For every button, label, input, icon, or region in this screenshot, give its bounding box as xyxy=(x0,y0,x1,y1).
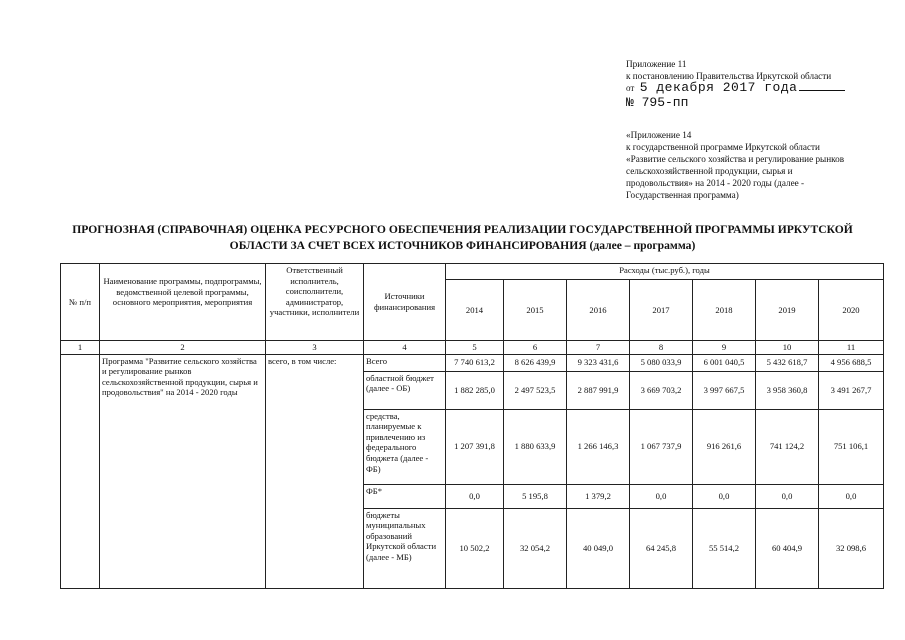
column-number: 2 xyxy=(100,341,266,355)
col-expenses-header: Расходы (тыс.руб.), годы xyxy=(446,264,884,280)
appendix-14-block xyxy=(626,129,866,201)
decree-date-line xyxy=(626,80,845,95)
col-no-header: № п/п xyxy=(61,264,100,341)
value-cell: 0,0 xyxy=(693,484,756,508)
title-line-2: ОБЛАСТИ ЗА СЧЕТ ВСЕХ ИСТОЧНИКОВ ФИНАНСИРОВАНИЯ (далее – программа) xyxy=(229,239,696,252)
source-cell: ФБ* xyxy=(364,484,446,508)
value-cell: 5 432 618,7 xyxy=(756,354,819,371)
date-underline xyxy=(799,90,845,91)
year-header: 2016 xyxy=(567,280,630,341)
decree-date-prefix: от xyxy=(626,83,635,93)
column-number: 5 xyxy=(446,341,504,355)
value-cell: 10 502,2 xyxy=(446,508,504,588)
source-cell: бюджеты муниципальных образований Иркутской области (далее - МБ) xyxy=(364,508,446,588)
value-cell: 4 956 688,5 xyxy=(819,354,884,371)
column-number: 7 xyxy=(567,341,630,355)
value-cell: 0,0 xyxy=(819,484,884,508)
value-cell: 0,0 xyxy=(630,484,693,508)
decree-date: 5 декабря 2017 года xyxy=(639,80,798,95)
year-header: 2014 xyxy=(446,280,504,341)
column-number: 1 xyxy=(61,341,100,355)
column-number: 4 xyxy=(364,341,446,355)
year-header: 2020 xyxy=(819,280,884,341)
value-cell: 1 266 146,3 xyxy=(567,409,630,484)
value-cell: 5 080 033,9 xyxy=(630,354,693,371)
value-cell: 60 404,9 xyxy=(756,508,819,588)
value-cell: 0,0 xyxy=(756,484,819,508)
value-cell: 2 497 523,5 xyxy=(504,371,567,409)
value-cell: 751 106,1 xyxy=(819,409,884,484)
value-cell: 1 379,2 xyxy=(567,484,630,508)
value-cell: 1 067 737,9 xyxy=(630,409,693,484)
value-cell: 3 669 703,2 xyxy=(630,371,693,409)
column-number-row xyxy=(61,341,884,355)
value-cell: 0,0 xyxy=(446,484,504,508)
resource-table xyxy=(60,263,884,589)
appendix-14-line: «Развитие сельского хозяйства и регулирование рынков xyxy=(626,154,845,164)
table-row xyxy=(61,354,884,371)
column-number: 8 xyxy=(630,341,693,355)
value-cell: 1 880 633,9 xyxy=(504,409,567,484)
value-cell: 8 626 439,9 xyxy=(504,354,567,371)
decree-number: № 795-пп xyxy=(626,95,689,110)
appendix-14-line: Государственная программа) xyxy=(626,190,739,200)
header-row xyxy=(61,264,884,280)
responsible-cell: всего, в том числе: xyxy=(266,354,364,588)
column-number: 10 xyxy=(756,341,819,355)
value-cell: 1 882 285,0 xyxy=(446,371,504,409)
column-number: 6 xyxy=(504,341,567,355)
col-source-header: Источники финансирования xyxy=(364,264,446,341)
year-header: 2019 xyxy=(756,280,819,341)
column-number: 9 xyxy=(693,341,756,355)
value-cell: 6 001 040,5 xyxy=(693,354,756,371)
value-cell: 916 261,6 xyxy=(693,409,756,484)
col-responsible-header: Ответственный исполнитель, соисполнители, администратор, участники, исполнители xyxy=(266,264,364,341)
value-cell: 9 323 431,6 xyxy=(567,354,630,371)
value-cell: 7 740 613,2 xyxy=(446,354,504,371)
source-cell: средства, планируемые к привлечению из федерального бюджета (далее - ФБ) xyxy=(364,409,446,484)
value-cell: 3 997 667,5 xyxy=(693,371,756,409)
value-cell: 3 958 360,8 xyxy=(756,371,819,409)
year-header: 2018 xyxy=(693,280,756,341)
document-title xyxy=(60,222,865,254)
column-number: 3 xyxy=(266,341,364,355)
title-line-1: ПРОГНОЗНАЯ (СПРАВОЧНАЯ) ОЦЕНКА РЕСУРСНОГО ОБЕСПЕЧЕНИЯ РЕАЛИЗАЦИИ ГОСУДАРСТВЕННОЙ ПРОГРАММЫ ИРКУТСКОЙ xyxy=(72,223,853,236)
appendix-14-line: «Приложение 14 xyxy=(626,130,692,140)
value-cell: 2 887 991,9 xyxy=(567,371,630,409)
value-cell: 40 049,0 xyxy=(567,508,630,588)
appendix-14-line: к государственной программе Иркутской области xyxy=(626,142,820,152)
appendix-14-line: сельскохозяйственной продукции, сырья и xyxy=(626,166,793,176)
value-cell: 3 491 267,7 xyxy=(819,371,884,409)
value-cell: 1 207 391,8 xyxy=(446,409,504,484)
row-number-cell xyxy=(61,354,100,588)
year-header: 2015 xyxy=(504,280,567,341)
value-cell: 741 124,2 xyxy=(756,409,819,484)
value-cell: 5 195,8 xyxy=(504,484,567,508)
column-number: 11 xyxy=(819,341,884,355)
year-header: 2017 xyxy=(630,280,693,341)
program-name-cell: Программа "Развитие сельского хозяйства и регулирование рынков сельскохозяйственной продукции, сырья и продовольствия" на 2014 - 2020 годы xyxy=(100,354,266,588)
appendix-11-label: Приложение 11 xyxy=(626,59,687,69)
appendix-11-reference: к постановлению Правительства Иркутской области xyxy=(626,70,832,81)
value-cell: 55 514,2 xyxy=(693,508,756,588)
col-name-header: Наименование программы, подпрограммы, ведомственной целевой программы, основного мероприятия, мероприятия xyxy=(100,264,266,341)
value-cell: 64 245,8 xyxy=(630,508,693,588)
value-cell: 32 054,2 xyxy=(504,508,567,588)
appendix-11-block xyxy=(626,59,831,82)
value-cell: 32 098,6 xyxy=(819,508,884,588)
source-cell: областной бюджет (далее - ОБ) xyxy=(364,371,446,409)
source-cell: Всего xyxy=(364,354,446,371)
appendix-14-line: продовольствия» на 2014 - 2020 годы (далее - xyxy=(626,178,805,188)
